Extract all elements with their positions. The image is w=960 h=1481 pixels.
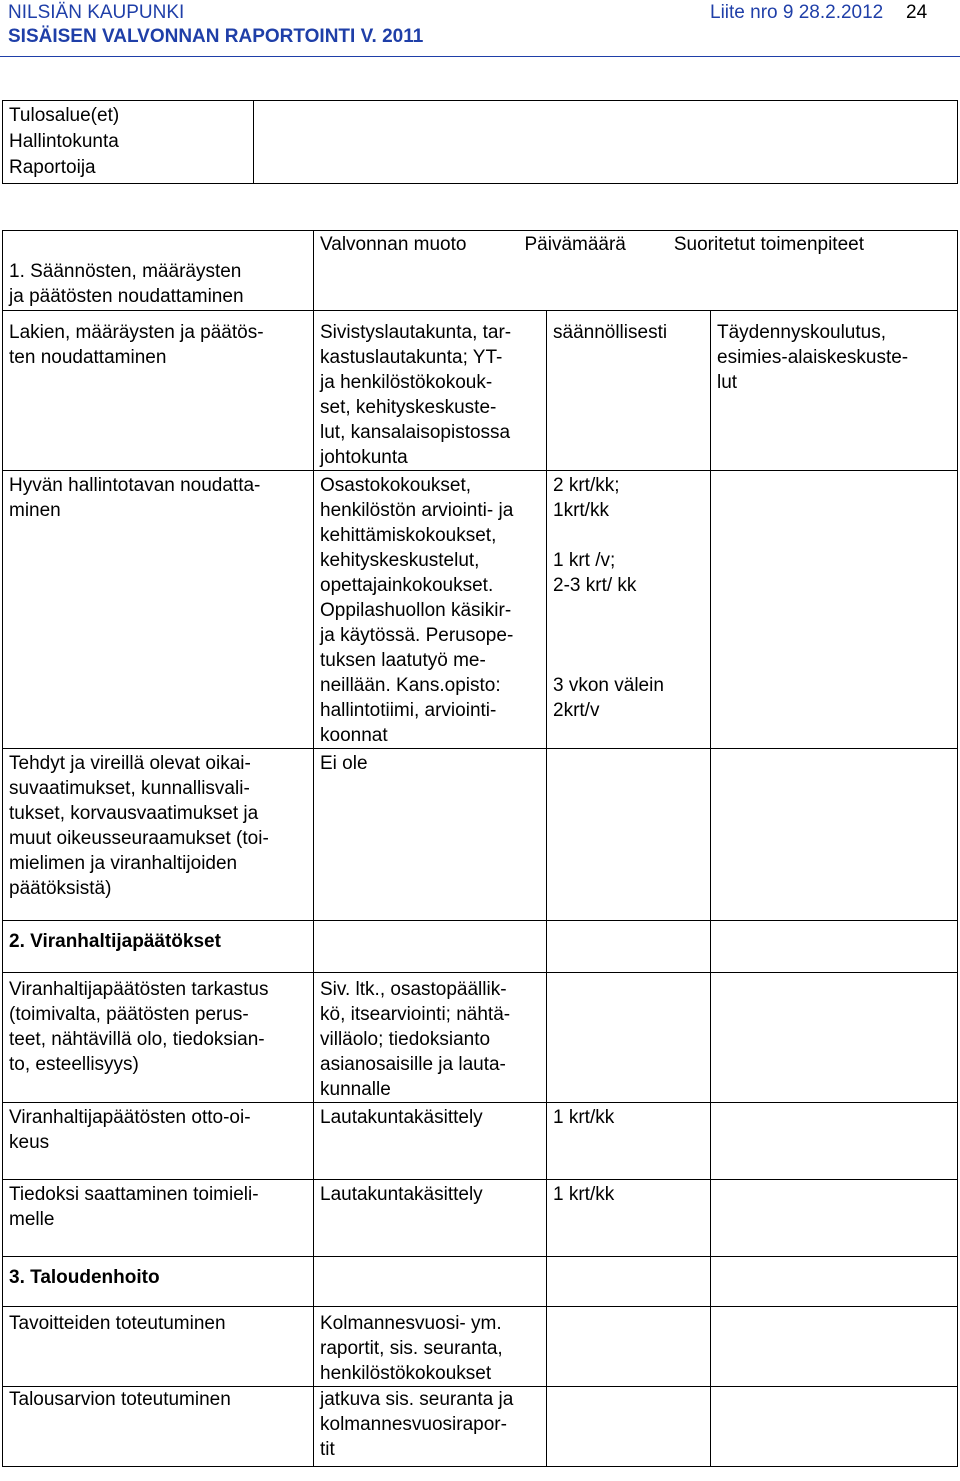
info-values-cell <box>254 101 958 184</box>
table-row <box>3 1103 958 1180</box>
report-title: SISÄISEN VALVONNAN RAPORTOINTI V. 2011 <box>8 26 424 47</box>
section-1-title: 1. Säännösten, määräysten ja päätösten noudattaminen <box>3 231 314 311</box>
row-toimenpiteet <box>711 471 958 749</box>
empty-cell <box>711 921 958 973</box>
tulosalue-label: Tulosalue(et) <box>9 105 120 126</box>
column-header-cell <box>314 231 958 311</box>
row-muoto: Lautakuntakäsittely <box>314 1180 547 1257</box>
row-label: Hyvän hallintotavan noudatta- minen <box>3 471 314 749</box>
row-toimenpiteet <box>711 1387 958 1467</box>
row-muoto: jatkuva sis. seuranta ja kolmannesvuosirapor- tit <box>314 1387 547 1467</box>
row-toimenpiteet <box>711 1103 958 1180</box>
section-3-title: 3. Taloudenhoito <box>3 1257 314 1307</box>
table-row <box>3 1307 958 1387</box>
row-pvm <box>547 1387 711 1467</box>
row-muoto: Osastokokoukset, henkilöstön arviointi- ja kehittämiskokoukset, kehityskeskustelut, opettajainkokoukset. Oppilashuollon käsikir- ja käytössä. Perusope- tuksen laatutyö me- neillään. Kans.opisto: hallintotiimi, arviointi- koonnat <box>314 471 547 749</box>
table-row <box>3 311 958 471</box>
raportoija-label: Raportoija <box>9 157 96 178</box>
row-label: Talousarvion toteutuminen <box>3 1387 314 1467</box>
row-pvm: 1 krt/kk <box>547 1103 711 1180</box>
empty-cell <box>314 1257 547 1307</box>
empty-cell <box>547 921 711 973</box>
row-toimenpiteet <box>711 1180 958 1257</box>
section-2-title: 2. Viranhaltijapäätökset <box>3 921 314 973</box>
section-1-header-row <box>3 231 958 311</box>
section-2-header-row <box>3 921 958 973</box>
table-row <box>3 1387 958 1467</box>
row-pvm <box>547 749 711 921</box>
row-muoto: Ei ole <box>314 749 547 921</box>
info-table <box>2 100 958 184</box>
row-toimenpiteet <box>711 749 958 921</box>
row-label: Lakien, määräysten ja päätös- ten noudattaminen <box>3 311 314 471</box>
table-row <box>3 973 958 1103</box>
row-muoto: Siv. ltk., osastopäällik- kö, itsearviointi; nähtä- villäolo; tiedoksianto asianosaisille ja lauta- kunnalle <box>314 973 547 1103</box>
row-muoto: Sivistyslautakunta, tar- kastuslautakunta; YT- ja henkilöstökokouk- set, kehityskeskuste- lut, kansalaisopistossa johtokunta <box>314 311 547 471</box>
appendix-info: Liite nro 9 28.2.2012 <box>710 2 884 23</box>
hallintokunta-label: Hallintokunta <box>9 131 119 152</box>
row-pvm <box>547 1307 711 1387</box>
info-labels-cell <box>3 101 254 184</box>
organization-name: NILSIÄN KAUPUNKI <box>8 2 185 23</box>
row-label: Viranhaltijapäätösten tarkastus (toimivalta, päätösten perus- teet, nähtävillä olo, tiedoksian- to, esteellisyys) <box>3 973 314 1103</box>
empty-cell <box>547 1257 711 1307</box>
empty-cell <box>314 921 547 973</box>
row-label: Tiedoksi saattaminen toimieli- melle <box>3 1180 314 1257</box>
row-muoto: Lautakuntakäsittely <box>314 1103 547 1180</box>
row-muoto: Kolmannesvuosi- ym. raportit, sis. seuranta, henkilöstökokoukset <box>314 1307 547 1387</box>
row-pvm: 2 krt/kk; 1krt/kk 1 krt /v; 2-3 krt/ kk 3 vkon välein 2krt/v <box>547 471 711 749</box>
table-row <box>3 1180 958 1257</box>
row-pvm <box>547 973 711 1103</box>
page-number: 24 <box>906 2 928 23</box>
col-toimenpiteet-header: Suoritetut toimenpiteet <box>673 234 864 255</box>
table-row <box>3 749 958 921</box>
row-label: Tavoitteiden toteutuminen <box>3 1307 314 1387</box>
row-label: Viranhaltijapäätösten otto-oi- keus <box>3 1103 314 1180</box>
table-row <box>3 471 958 749</box>
row-toimenpiteet <box>711 1307 958 1387</box>
col-muoto-header: Valvonnan muoto <box>320 234 467 255</box>
header-rule <box>0 56 960 57</box>
row-label: Tehdyt ja vireillä olevat oikai- suvaatimukset, kunnallisvali- tukset, korvausvaatimukset ja muut oikeusseuraamukset (toi- mielimen ja viranhaltijoiden päätöksistä) <box>3 749 314 921</box>
control-table <box>2 230 958 1467</box>
row-pvm: 1 krt/kk <box>547 1180 711 1257</box>
section-3-header-row <box>3 1257 958 1307</box>
col-pvm-header: Päivämäärä <box>524 234 626 255</box>
row-toimenpiteet: Täydennyskoulutus, esimies-alaiskeskuste- lut <box>711 311 958 471</box>
row-pvm: säännöllisesti <box>547 311 711 471</box>
row-toimenpiteet <box>711 973 958 1103</box>
empty-cell <box>711 1257 958 1307</box>
